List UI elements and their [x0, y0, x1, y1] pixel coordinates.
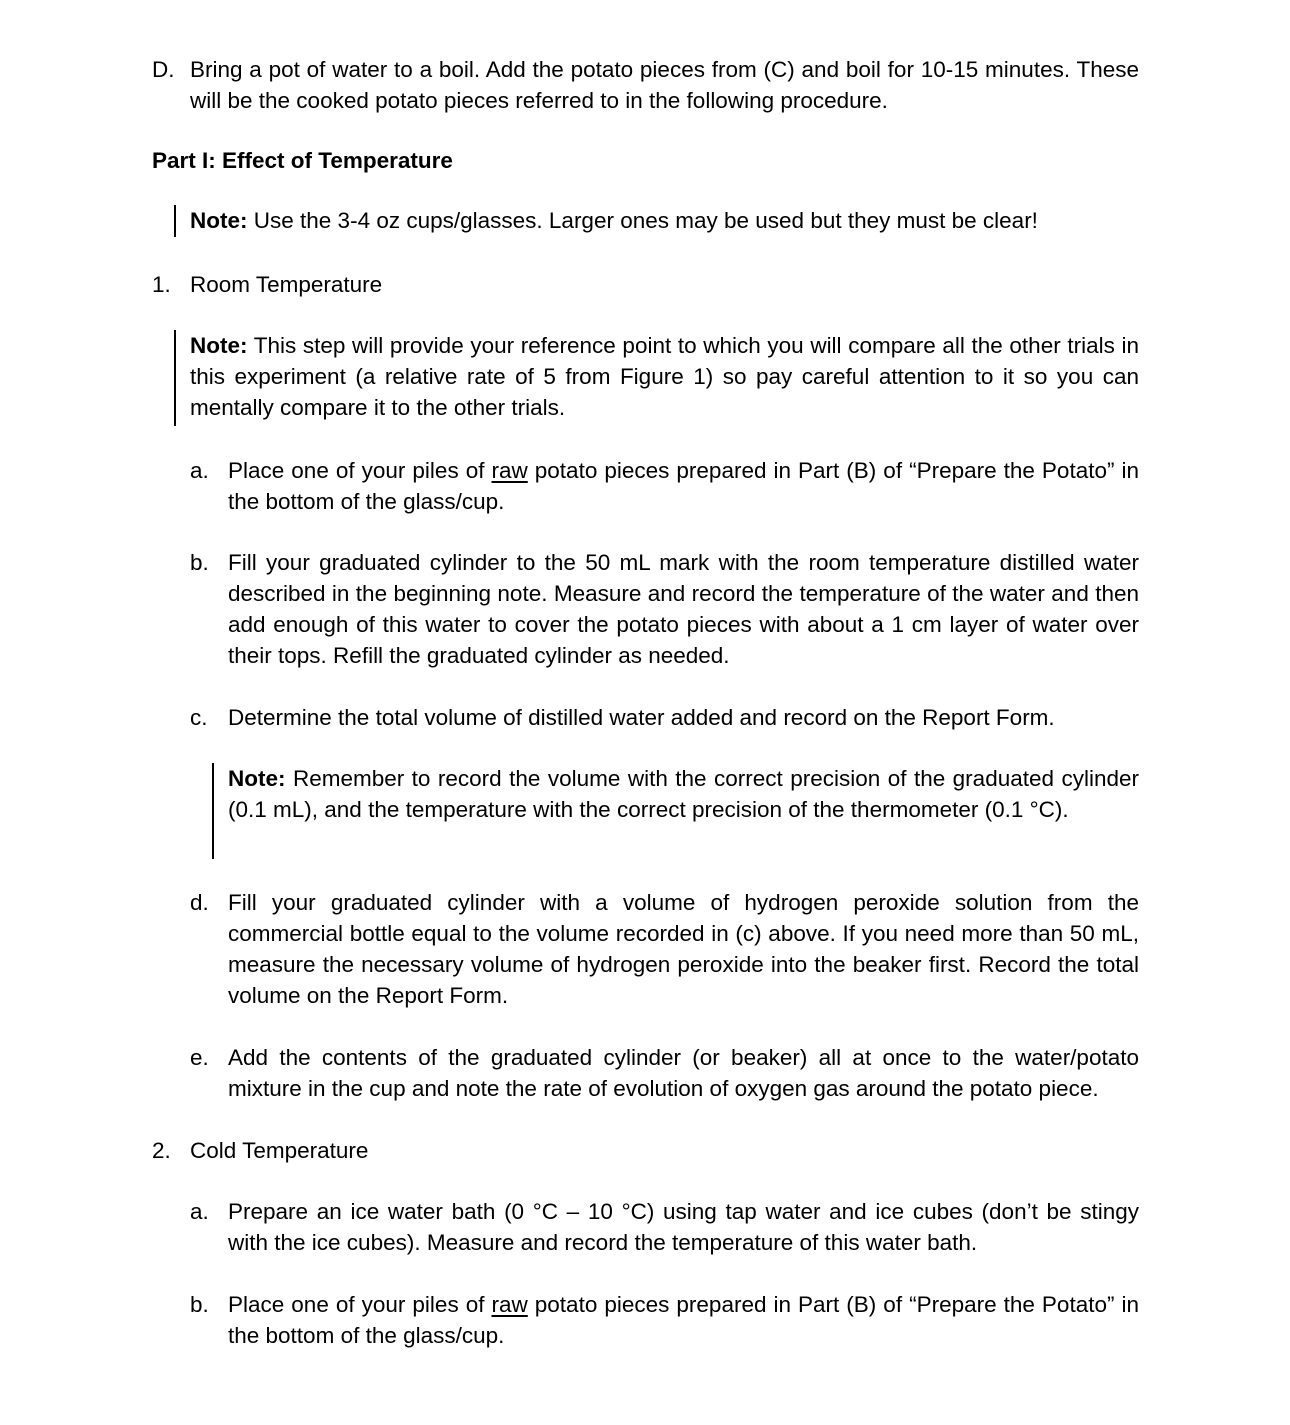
step-1d-text: Fill your graduated cylinder with a volume of hydrogen peroxide solution from the commercial bottle equal to the volume recorded in (c) above. If you need more than 50 mL, measure the necessary volume of hydrogen peroxide into the beaker first. Record the total volume on the Report Form.: [228, 890, 1139, 1008]
step-2b: [190, 1289, 1139, 1351]
step-d-marker: D.: [152, 57, 175, 82]
step-2a-marker: a.: [190, 1199, 209, 1224]
note-reference: [174, 330, 1139, 426]
step-1a-underlined: raw: [491, 458, 528, 483]
step-1d-marker: d.: [190, 890, 209, 915]
step-d-text: Bring a pot of water to a boil. Add the potato pieces from (C) and boil for 10-15 minutes. These will be the cooked potato pieces referred to in the following procedure.: [190, 57, 1139, 113]
step-2b-text-before: Place one of your piles of: [228, 1292, 492, 1317]
note-cups-text: Use the 3-4 oz cups/glasses. Larger ones may be used but they must be clear!: [253, 208, 1038, 233]
note-reference-label: Note:: [190, 333, 248, 358]
step-1b-marker: b.: [190, 550, 209, 575]
note-precision-label: Note:: [228, 766, 286, 791]
item-2-title: Cold Temperature: [190, 1138, 369, 1163]
step-1a-text-before: Place one of your piles of: [228, 458, 492, 483]
step-1e-text: Add the contents of the graduated cylinder (or beaker) all at once to the water/potato mixture in the cup and note the rate of evolution of oxygen gas around the potato piece.: [228, 1045, 1139, 1101]
step-1a-text-after: potato pieces prepared in Part (B) of “Prepare the Potato” in the bottom of the glass/cup.: [228, 458, 1139, 514]
step-2a-text: Prepare an ice water bath (0 °C – 10 °C) using tap water and ice cubes (don’t be stingy with the ice cubes). Measure and record the temperature of this water bath.: [228, 1199, 1139, 1255]
section-heading: Part I: Effect of Temperature: [152, 148, 453, 173]
step-2b-marker: b.: [190, 1292, 209, 1317]
step-1c: [190, 702, 1139, 733]
item-2-heading: [152, 1135, 368, 1166]
step-1d: [190, 887, 1139, 1011]
note-reference-text: This step will provide your reference point to which you will compare all the other trials in this experiment (a relative rate of 5 from Figure 1) so pay careful attention to it so you can mentally compare it to the other trials.: [190, 333, 1139, 420]
step-1b: [190, 547, 1139, 671]
note-precision: [212, 763, 1139, 859]
item-1-marker: 1.: [152, 272, 171, 297]
step-2a: [190, 1196, 1139, 1258]
item-1-title: Room Temperature: [190, 272, 383, 297]
step-1e-marker: e.: [190, 1045, 209, 1070]
item-1-heading: [152, 269, 382, 300]
step-1a: [190, 455, 1139, 517]
step-1e: [190, 1042, 1139, 1104]
step-2b-text-after: potato pieces prepared in Part (B) of “Prepare the Potato” in the bottom of the glass/cup.: [228, 1292, 1139, 1348]
step-1a-marker: a.: [190, 458, 209, 483]
step-1c-marker: c.: [190, 705, 208, 730]
note-cups: [174, 205, 1150, 237]
note-cups-label: Note:: [190, 208, 248, 233]
note-precision-text: Remember to record the volume with the correct precision of the graduated cylinder (0.1 mL), and the temperature with the correct precision of the thermometer (0.1 °C).: [228, 766, 1139, 822]
item-2-marker: 2.: [152, 1138, 171, 1163]
step-d: [152, 54, 1139, 116]
step-2b-underlined: raw: [491, 1292, 528, 1317]
step-1c-text: Determine the total volume of distilled water added and record on the Report Form.: [228, 705, 1055, 730]
step-1b-text: Fill your graduated cylinder to the 50 mL mark with the room temperature distilled water described in the beginning note. Measure and record the temperature of the water and then add enough of this water to cover the potato pieces with about a 1 cm layer of water over their tops. Refill the graduated cylinder as needed.: [228, 550, 1139, 668]
